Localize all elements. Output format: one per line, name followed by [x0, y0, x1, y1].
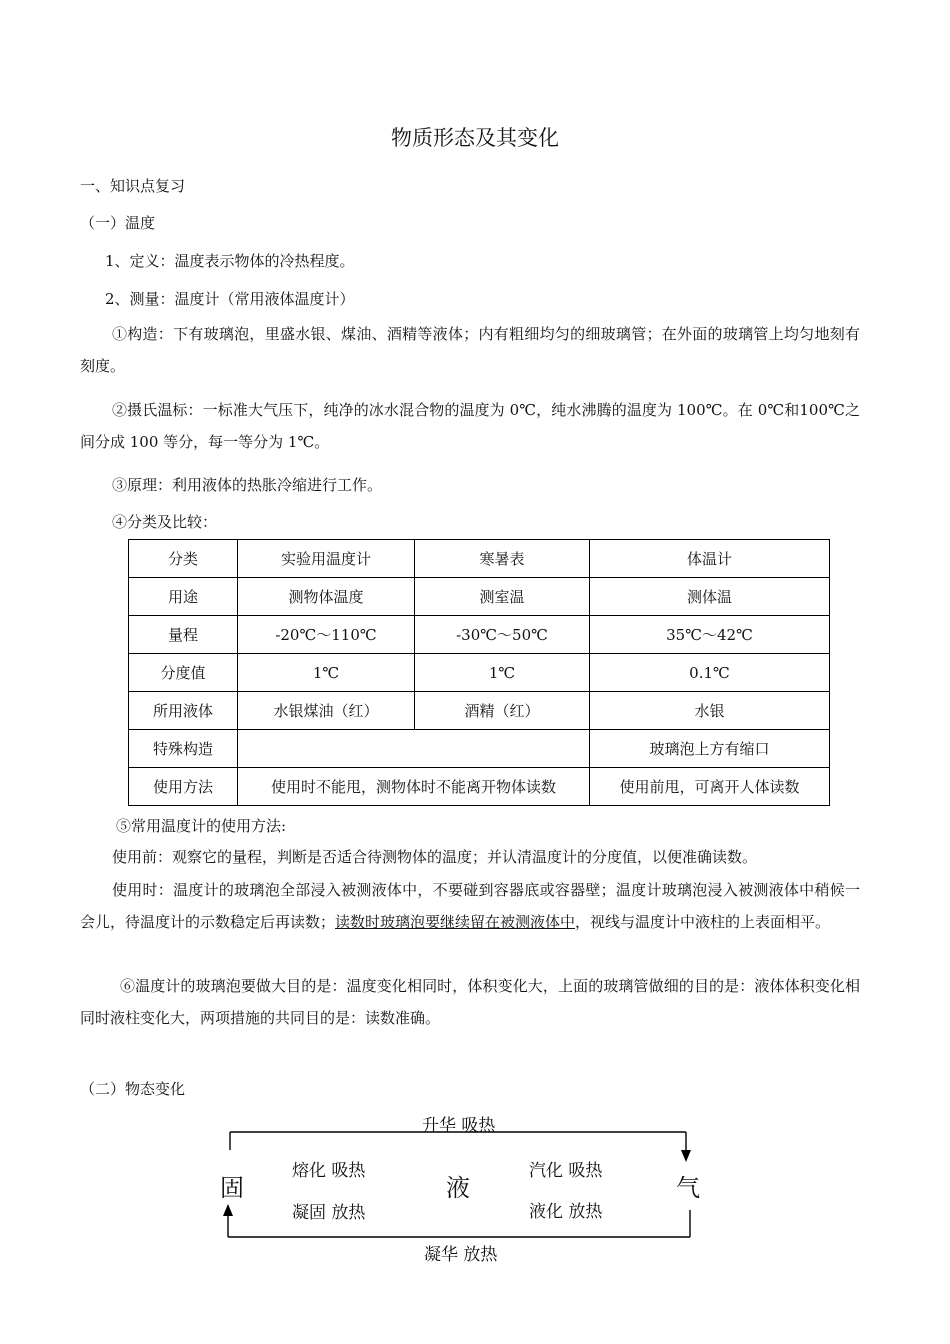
deposition-label: 凝华 放热	[424, 1245, 498, 1265]
table-cell: 量程	[129, 616, 238, 654]
table-row	[129, 540, 830, 578]
liquid-label: 液	[446, 1174, 470, 1202]
table-cell: 用途	[129, 578, 238, 616]
table-cell: 测室温	[415, 578, 590, 616]
table-cell: -20℃～110℃	[238, 616, 415, 654]
sublimation-label: 升华 吸热	[422, 1116, 496, 1136]
table-row	[129, 692, 830, 730]
subsection-temperature: （一）温度	[80, 214, 156, 232]
table-cell: 水银煤油（红）	[238, 692, 415, 730]
definition-line: 1、定义：温度表示物体的冷热程度。	[105, 252, 355, 270]
table-row	[129, 654, 830, 692]
principle-line: ③原理：利用液体的热胀冷缩进行工作。	[112, 476, 383, 494]
during-text-a: 使用时：温度计的玻璃泡全部浸入被测液体中，不要碰到容器底或容器壁；温度计玻璃泡浸入被测液体中稍候一会儿，待温度计的示数稳定后再读数；	[80, 881, 860, 931]
liquefaction-label: 液化 放热	[529, 1202, 603, 1222]
melting-label: 熔化 吸热	[292, 1161, 366, 1181]
table-row	[129, 768, 830, 806]
vaporization-label: 汽化 吸热	[529, 1161, 603, 1181]
table-cell: 实验用温度计	[238, 540, 415, 578]
thermometer-comparison-table	[128, 539, 830, 806]
table-cell-empty	[238, 730, 590, 768]
usage-method-title: ⑤常用温度计的使用方法:	[116, 817, 287, 835]
table-cell: 1℃	[238, 654, 415, 692]
state-change-diagram	[0, 1100, 950, 1280]
table-cell: 使用时不能甩，测物体时不能离开物体读数	[238, 768, 590, 806]
table-cell: 使用方法	[129, 768, 238, 806]
during-text-b: ，视线与温度计中液柱的上表面相平。	[575, 913, 831, 931]
table-cell: -30℃～50℃	[415, 616, 590, 654]
table-cell: 测物体温度	[238, 578, 415, 616]
table-cell: 体温计	[590, 540, 830, 578]
freezing-label: 凝固 放热	[292, 1203, 366, 1223]
section-heading-review: 一、知识点复习	[80, 177, 186, 195]
subsection-state-change: （二）物态变化	[80, 1080, 186, 1098]
table-row	[129, 616, 830, 654]
down-arrow-icon	[681, 1150, 691, 1162]
purpose-paragraph: ⑥温度计的玻璃泡要做大目的是：温度变化相同时，体积变化大，上面的玻璃管做细的目的是：液体体积变化相同时液柱变化大，两项措施的共同目的是：读数准确。	[80, 977, 860, 1027]
table-cell: 0.1℃	[590, 654, 830, 692]
table-row	[129, 730, 830, 768]
before-use-line: 使用前：观察它的量程，判断是否适合待测物体的温度；并认清温度计的分度值，以便准确读数。	[112, 848, 758, 866]
page-title: 物质形态及其变化	[391, 126, 559, 150]
table-cell: 特殊构造	[129, 730, 238, 768]
table-cell: 分类	[129, 540, 238, 578]
structure-paragraph: ①构造：下有玻璃泡，里盛水银、煤油、酒精等液体；内有粗细均匀的细玻璃管；在外面的玻璃管上均匀地刻有刻度。	[80, 325, 860, 375]
celsius-paragraph: ②摄氏温标：一标准大气压下，纯净的冰水混合物的温度为 0℃，纯水沸腾的温度为 100℃。在 0℃和100℃之间分成 100 等分，每一等分为 1℃。	[80, 401, 860, 451]
up-arrow-icon	[223, 1204, 233, 1216]
table-cell: 1℃	[415, 654, 590, 692]
underlined-text: 读数时玻璃泡要继续留在被测液体中	[335, 913, 576, 931]
table-cell: 寒暑表	[415, 540, 590, 578]
table-cell: 使用前甩，可离开人体读数	[590, 768, 830, 806]
gas-label: 气	[676, 1174, 700, 1202]
table-cell: 分度值	[129, 654, 238, 692]
table-cell: 测体温	[590, 578, 830, 616]
measurement-line: 2、测量：温度计（常用液体温度计）	[105, 290, 355, 308]
classify-line: ④分类及比较：	[112, 513, 218, 531]
table-cell: 酒精（红）	[415, 692, 590, 730]
table-cell: 水银	[590, 692, 830, 730]
table-cell: 所用液体	[129, 692, 238, 730]
table-cell: 玻璃泡上方有缩口	[590, 730, 830, 768]
during-use-paragraph	[80, 874, 860, 938]
table-cell: 35℃～42℃	[590, 616, 830, 654]
table-row	[129, 578, 830, 616]
solid-label: 固	[220, 1174, 244, 1202]
